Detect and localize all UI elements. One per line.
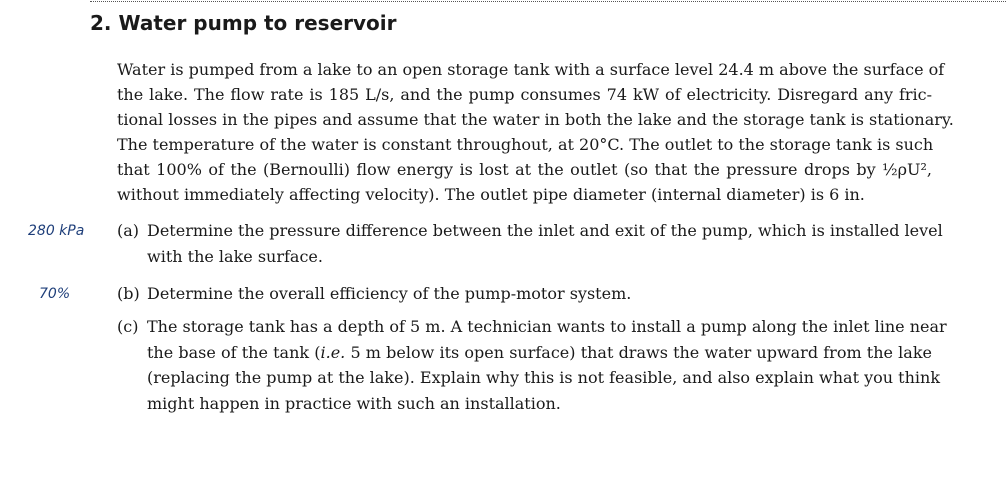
part-c-line: the base of the tank (i.e. 5 m below its open surface) that draws the water upward from the lake bbox=[147, 342, 932, 362]
statement-line: that 100% of the (Bernoulli) flow energy is lost at the outlet (so that the pressure drops by ½ρU², bbox=[117, 159, 932, 179]
section-title: Water pump to reservoir bbox=[118, 11, 397, 35]
part-b bbox=[117, 281, 932, 307]
part-c-line: The storage tank has a depth of 5 m. A technician wants to install a pump along the inlet line near bbox=[147, 317, 947, 336]
section-heading bbox=[90, 9, 397, 37]
part-a bbox=[117, 218, 943, 269]
top-divider bbox=[90, 1, 1006, 2]
part-c-body bbox=[147, 314, 947, 416]
part-b-label: (b) bbox=[117, 284, 140, 303]
part-a-label: (a) bbox=[117, 221, 140, 240]
problem-statement bbox=[117, 58, 954, 207]
statement-line: the lake. The flow rate is 185 L/s, and the pump consumes 74 kW of electricity. Disregard any fric- bbox=[117, 84, 932, 104]
statement-line: Water is pumped from a lake to an open storage tank with a surface level 24.4 m above the surface of bbox=[117, 60, 945, 79]
section-number: 2. bbox=[90, 11, 112, 35]
part-c-line: (replacing the pump at the lake). Explain why this is not feasible, and also explain what you think bbox=[147, 368, 941, 387]
part-c bbox=[117, 314, 947, 416]
answer-a: 280 kPa bbox=[28, 223, 85, 239]
ie-abbrev: i.e. bbox=[320, 342, 346, 362]
part-a-line: Determine the pressure difference between the inlet and exit of the pump, which is installed level bbox=[147, 221, 943, 240]
part-b-line: Determine the overall efficiency of the pump-motor system. bbox=[147, 284, 632, 303]
part-c-label: (c) bbox=[117, 317, 139, 336]
part-b-body bbox=[147, 281, 932, 307]
answer-b: 70% bbox=[39, 286, 71, 302]
part-c-line: might happen in practice with such an installation. bbox=[147, 393, 561, 413]
statement-line: without immediately affecting velocity). The outlet pipe diameter (internal diameter) is 6 in. bbox=[117, 184, 865, 204]
part-a-line: with the lake surface. bbox=[147, 246, 323, 266]
statement-line: tional losses in the pipes and assume that the water in both the lake and the storage tank is stationary. bbox=[117, 109, 954, 129]
part-a-body bbox=[147, 218, 943, 269]
statement-line: The temperature of the water is constant throughout, at 20°C. The outlet to the storage tank is such bbox=[117, 134, 934, 154]
